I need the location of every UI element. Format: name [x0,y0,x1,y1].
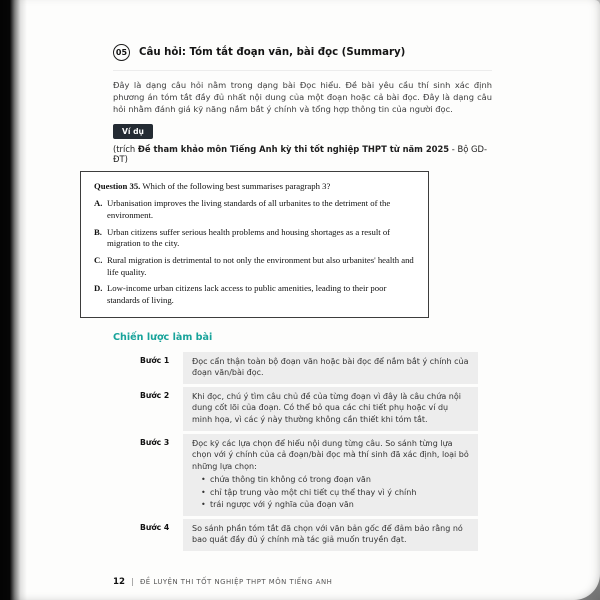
example-source-title: Đề tham khảo môn Tiếng Anh kỳ thi tốt nghiệp THPT từ năm 2025 [137,144,450,155]
step-body [183,519,478,551]
option-row-d [94,283,415,306]
question-box [80,171,429,318]
step-text: So sánh phần tóm tắt đã chọn với văn bản gốc để đảm bảo rằng nó bao quát đầy đủ ý chính mà tác giả muốn truyền đạt. [192,523,463,545]
book-title: ĐỀ LUYỆN THI TỐT NGHIỆP THPT MÔN TIẾNG ANH [139,578,333,586]
question-line [94,181,415,193]
option-letter: A. [94,198,103,209]
step-body [183,387,478,431]
content-column [94,0,492,551]
question-text: Which of the following best summarises paragraph 3? [142,181,331,192]
step-text: Khi đọc, chú ý tìm câu chủ đề của từng đoạn vì đây là câu chứa nội dung cốt lõi của đoạn. Có thể bỏ qua các chi tiết phụ hoặc ví dụ minh họa, vì các ý này thường không cần thiết khi tóm tắt. [192,391,461,424]
bullet-item [192,499,469,511]
page-number: 12 [113,577,125,587]
section-number-badge: 05 [113,44,130,61]
step-row-3 [140,434,478,516]
option-row-a [94,198,415,221]
step-text: Đọc cẩn thận toàn bộ đoạn văn hoặc bài đọc để nắm bắt ý chính của đoạn văn/bài đọc. [192,356,469,378]
option-letter: D. [94,283,103,294]
option-row-c [94,255,415,278]
bullet-item [192,474,469,486]
footer-divider [132,578,133,586]
bullet-text: chứa thông tin không có trong đoạn văn [210,475,371,485]
bullet-text: chỉ tập trung vào một chi tiết cụ thể thay vì ý chính [210,487,417,497]
question-number: Question 35. [94,181,141,192]
step-row-2 [140,387,478,431]
option-text: Low-income urban citizens lack access to public amenities, leading to their poor standards of living. [107,283,387,306]
bullet-icon: • [201,487,206,497]
step-row-1 [140,352,478,384]
step-row-4 [140,519,478,551]
option-row-b [94,227,415,250]
bullet-icon: • [201,475,206,485]
step-label: Bước 3 [140,437,170,447]
intro-paragraph: Đây là dạng câu hỏi nằm trong dạng bài Đọc hiểu. Đề bài yêu cầu thí sinh xác định phương án tóm tắt đầy đủ nhất nội dung của một đoạn hoặc cả bài đọc. Đây là dạng câu hỏi nhằm đánh giá kỹ năng nắm bắt ý chính và tổng hợp thông tin của người đọc. [113,80,492,115]
example-source-prefix: (trích [113,144,138,155]
step-text: Đọc kỹ các lựa chọn để hiểu nội dung từng câu. So sánh từng lựa chọn với ý chính của cả đoạn/bài đọc mà thí sinh đã xác định, loại bỏ những lựa chọn: [192,438,469,471]
option-letter: B. [94,226,102,237]
step-bullet-list [192,474,469,511]
page-footer [113,577,332,587]
bullet-icon: • [201,500,206,510]
option-text: Urbanisation improves the living standards of all urbanites to the detriment of the environment. [107,198,391,220]
section-header [113,44,492,71]
option-text: Urban citizens suffer serious health problems and housing shortages as a result of migration to the city. [107,226,391,249]
step-label: Bước 1 [140,355,170,365]
bullet-item [192,487,469,499]
strategy-steps [140,352,478,551]
example-label-badge: Ví dụ [113,124,153,139]
step-label: Bước 2 [140,390,170,400]
section-title: Câu hỏi: Tóm tắt đoạn văn, bài đọc (Summary) [139,47,406,58]
example-source-suffix: - Bộ GD-ĐT) [113,144,487,165]
bullet-text: trái ngược với ý nghĩa của đoạn văn [210,500,354,510]
step-body [183,434,478,516]
step-body [183,352,478,384]
option-letter: C. [94,255,103,265]
example-source [113,144,492,164]
step-label: Bước 4 [140,522,170,532]
book-spine-shadow [0,0,27,600]
option-text: Rural migration is detrimental to not only the environment but also urbanites' health and life quality. [107,255,414,277]
strategy-heading: Chiến lược làm bài [113,331,213,343]
